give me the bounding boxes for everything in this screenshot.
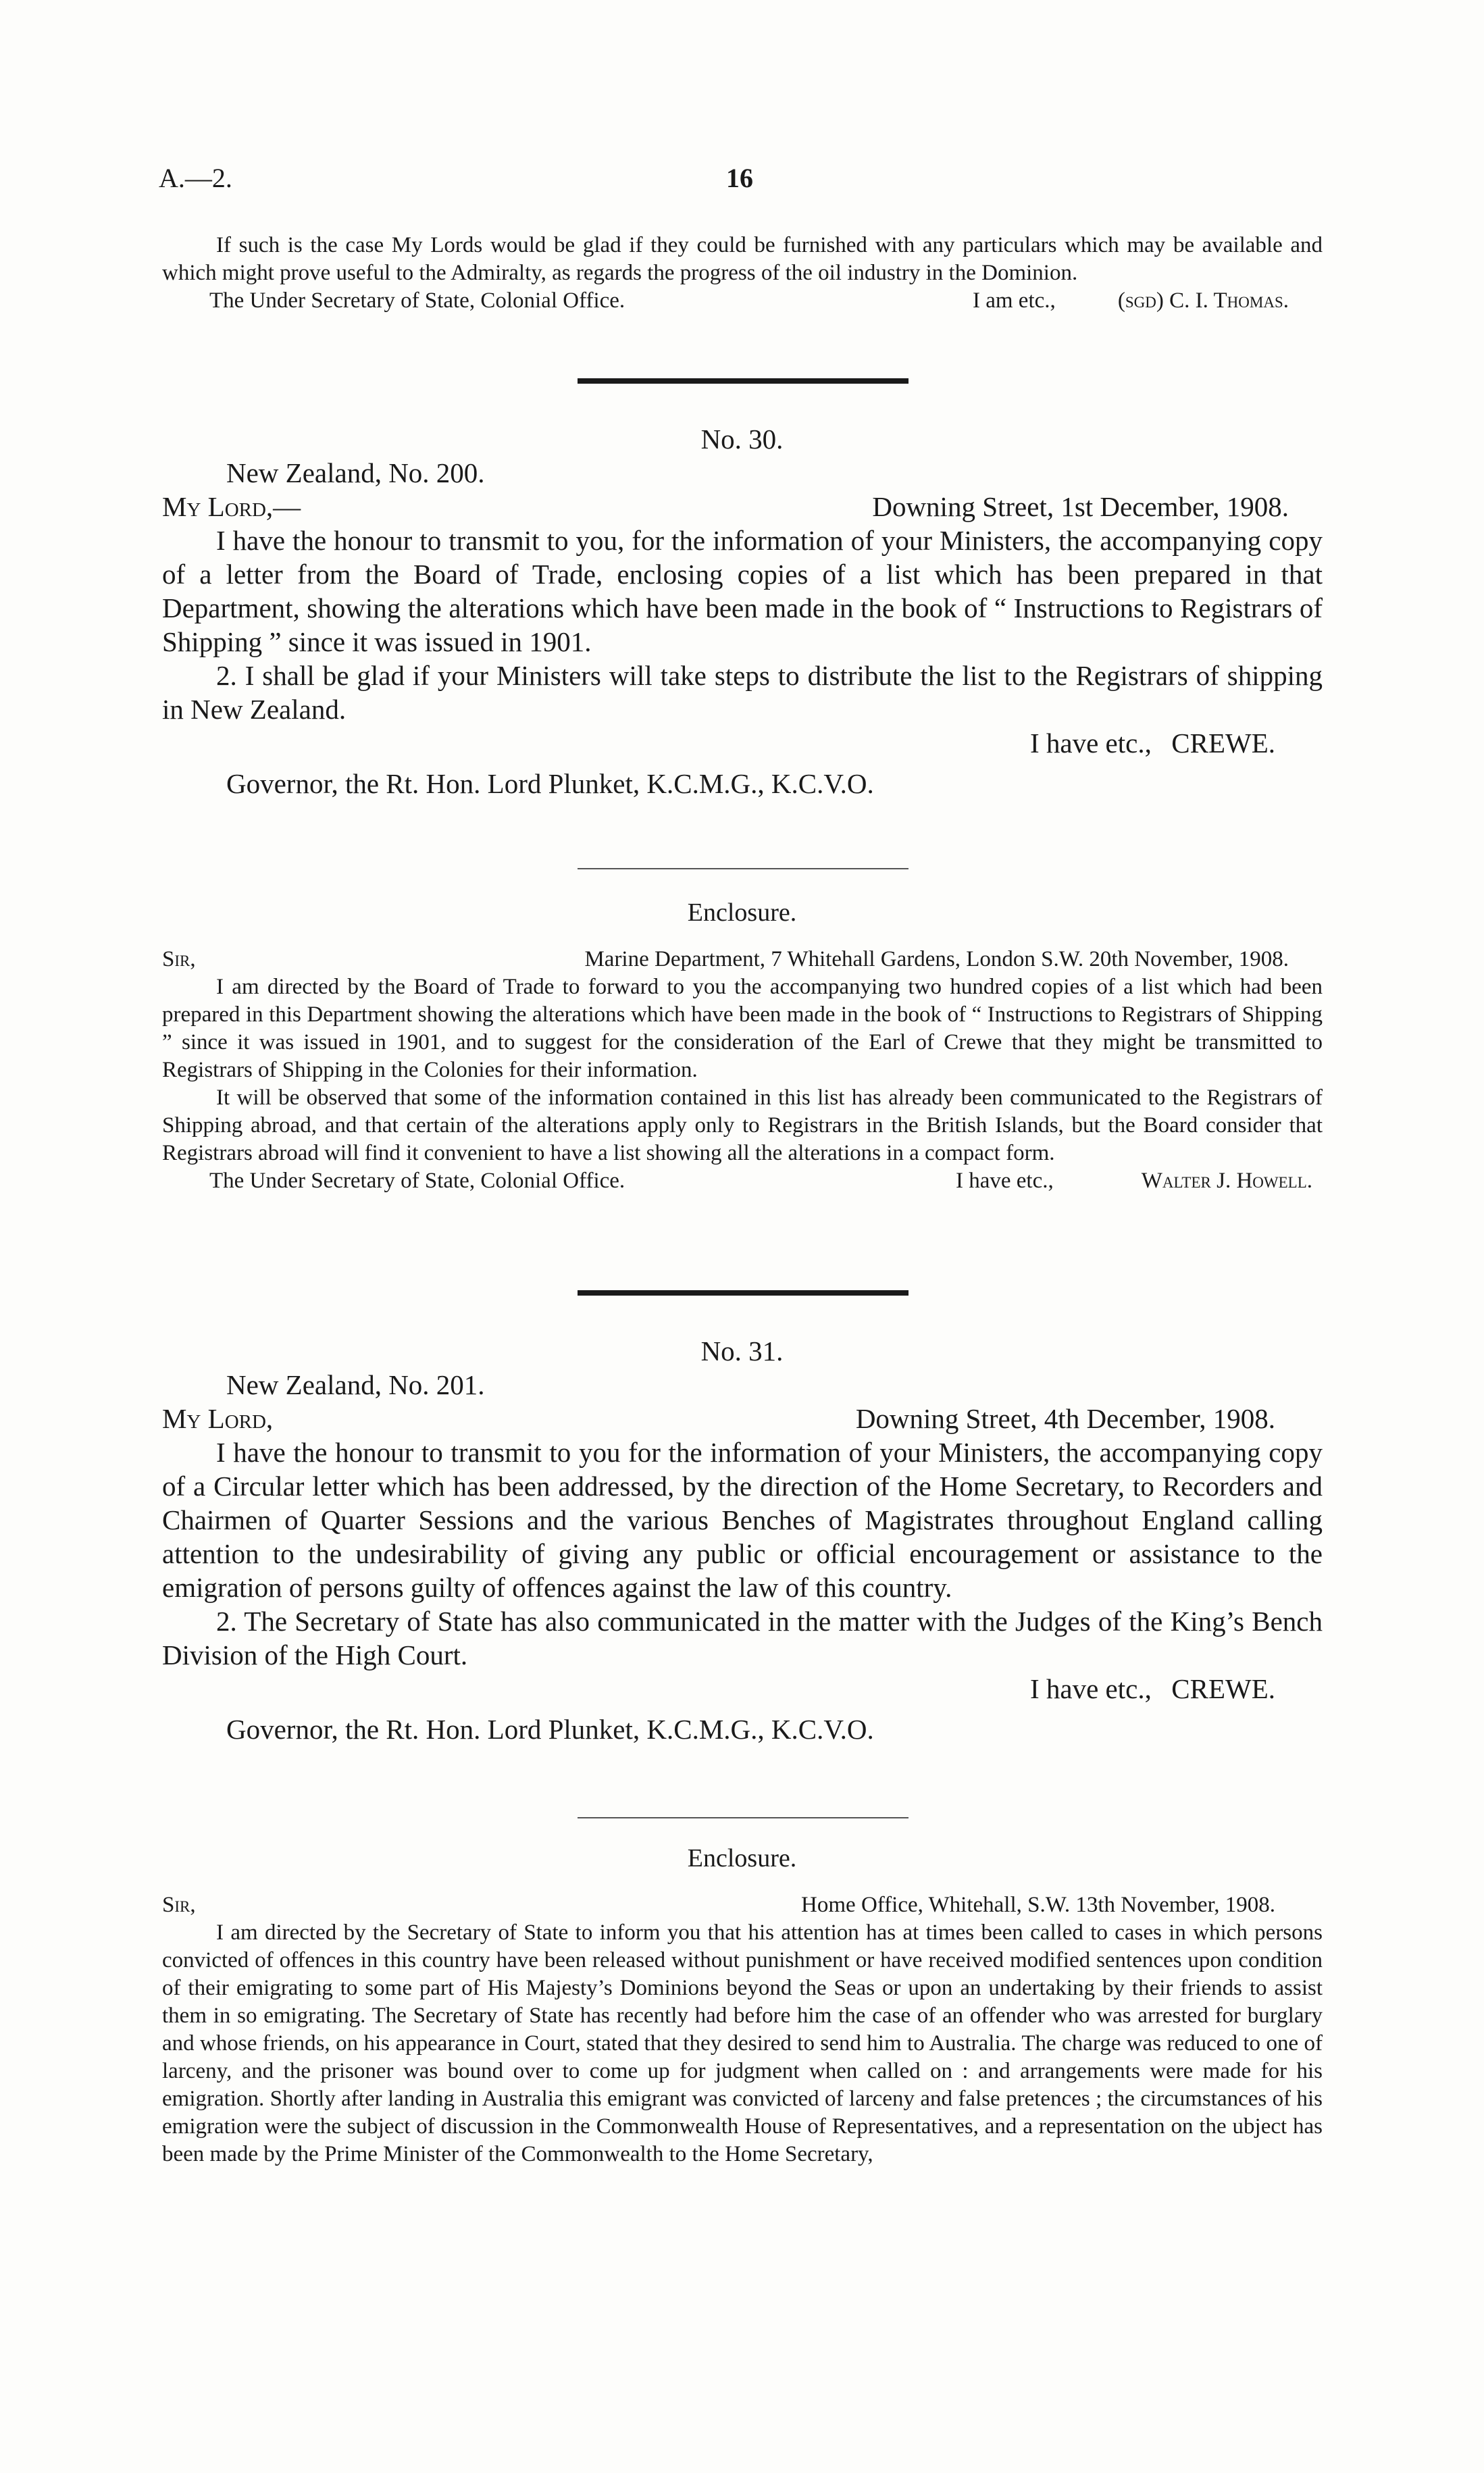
letter-31-addressee: Governor, the Rt. Hon. Lord Plunket, K.C.M.G., K.C.V.O.: [226, 1714, 874, 1745]
prev-letter-text: If such is the case My Lords would be glad if they could be furnished with any particulars which may be available and which might prove useful to the Admiralty, as regards the progress of the oil industry in the Dominion.: [162, 233, 1323, 285]
letter-30-closing: I have etc.,: [1030, 728, 1152, 759]
letter-30-salutation: My Lord,—: [162, 491, 301, 522]
letter-31-salutation: My Lord,: [162, 1403, 274, 1434]
enclosure-1-salutation: Sir,: [162, 947, 196, 971]
letter-31-para-1: I have the honour to transmit to you for the information of your Ministers, the accompanying copy of a Circular letter which has been addressed, by the direction of the Home Secretary, to Recorders and Chairmen of Quarter Sessions and the various Benches of Magistrates throughout England calling attention to the undesirability of giving any public or official encouragement or assistance to the emigration of persons guilty of offences against the law of this country.: [162, 1437, 1323, 1603]
prev-letter: [162, 232, 1323, 315]
letter-31-signature: CREWE.: [1171, 1673, 1275, 1704]
enclosure-1-place-date: Marine Department, 7 Whitehall Gardens, London S.W. 20th November, 1908.: [584, 947, 1289, 971]
enclosure-divider: [578, 868, 909, 869]
letter-number-31: No. 31.: [700, 1335, 784, 1367]
enclosure-1: [162, 946, 1323, 1195]
document-reference: A.—2.: [159, 163, 232, 193]
enclosure-1-signature: Walter J. Howell.: [1141, 1169, 1312, 1193]
letter-30-para-2: 2. I shall be glad if your Ministers will take steps to distribute the list to the Registrars of shipping in New Zealand.: [162, 660, 1323, 725]
enclosure-1-closing: I have etc.,: [956, 1169, 1054, 1193]
enclosure-2-salutation: Sir,: [162, 1893, 196, 1917]
prev-letter-signature: (sgd) C. I. Thomas.: [1117, 288, 1289, 313]
letter-30: [162, 490, 1323, 800]
letter-31-ref: New Zealand, No. 201.: [226, 1369, 485, 1400]
enclosure-1-para-2: It will be observed that some of the information contained in this list has already been communicated to the Registrars of Shipping abroad, and that certain of the alterations apply only to Registrars in the British Islands, but the Board consider that Registrars abroad will find it convenient to have a list showing all the alterations in a compact form.: [162, 1086, 1323, 1165]
enclosure-1-para-1: I am directed by the Board of Trade to forward to you the accompanying two hundred copies of a list which had been prepared in this Department showing the alterations which have been made in the book of “ Instructions to Registrars of Shipping ” since it was issued in 1901, and to suggest for the consideration of the Earl of Crewe that they might be transmitted to Registrars of Shipping in the Colonies for their information.: [162, 975, 1323, 1082]
letter-30-para-1: I have the honour to transmit to you, for the information of your Ministers, the accompanying copy of a letter from the Board of Trade, enclosing copies of a list which has been prepared in that Department, showing the alterations which have been made in the book of “ Instructions to Registrars of Shipping ” since it was issued in 1901.: [162, 525, 1323, 657]
letter-31-place-date: Downing Street, 4th December, 1908.: [855, 1403, 1275, 1434]
letter-31-closing: I have etc.,: [1030, 1673, 1152, 1704]
letter-31: [162, 1402, 1323, 1746]
prev-letter-closing: I am etc.,: [973, 288, 1056, 313]
letter-number-30: No. 30.: [700, 424, 784, 455]
enclosure-divider: [578, 1817, 909, 1818]
section-divider: [578, 1290, 909, 1296]
enclosure-2-para-1: I am directed by the Secretary of State to inform you that his attention has at times been called to cases in which persons convicted of offences in this country have been released without punishment or have received modified sentences upon condition of their emigrating to some part of His Majesty’s Dominions beyond the Seas or upon an undertaking by their friends to assist them in so emigrating. The Secretary of State has recently had before him the case of an offender who was arrested for burglary and whose friends, on his appearance in Court, stated that they desired to send him to Australia. The charge was reduced to one of larceny, and the prisoner was bound over to come up for judgment when called on : and arrangements were made for his emigration. Shortly after landing in Australia this emigrant was convicted of larceny and false pretences ; the circumstances of his emigration were the subject of discussion in the Commonwealth House of Representatives, and a representation on the ubject has been made by the Prime Minister of the Commonwealth to the Home Secretary,: [162, 1920, 1323, 2166]
letter-30-ref: New Zealand, No. 200.: [226, 457, 485, 488]
section-divider: [578, 378, 909, 384]
letter-30-addressee: Governor, the Rt. Hon. Lord Plunket, K.C.M.G., K.C.V.O.: [226, 768, 874, 799]
letter-31-para-2: 2. The Secretary of State has also communicated in the matter with the Judges of the King’s Bench Division of the High Court.: [162, 1606, 1323, 1671]
page-number: 16: [726, 163, 753, 193]
prev-letter-addressee: The Under Secretary of State, Colonial Office.: [209, 288, 625, 313]
enclosure-2-place-date: Home Office, Whitehall, S.W. 13th November, 1908.: [801, 1893, 1275, 1917]
enclosure-1-addressee: The Under Secretary of State, Colonial Office.: [209, 1169, 625, 1193]
enclosure-2-title: Enclosure.: [687, 1844, 797, 1872]
letter-30-signature: CREWE.: [1171, 728, 1275, 759]
enclosure-2: [162, 1891, 1323, 2168]
letter-30-place-date: Downing Street, 1st December, 1908.: [872, 491, 1289, 522]
enclosure-1-title: Enclosure.: [687, 898, 797, 927]
